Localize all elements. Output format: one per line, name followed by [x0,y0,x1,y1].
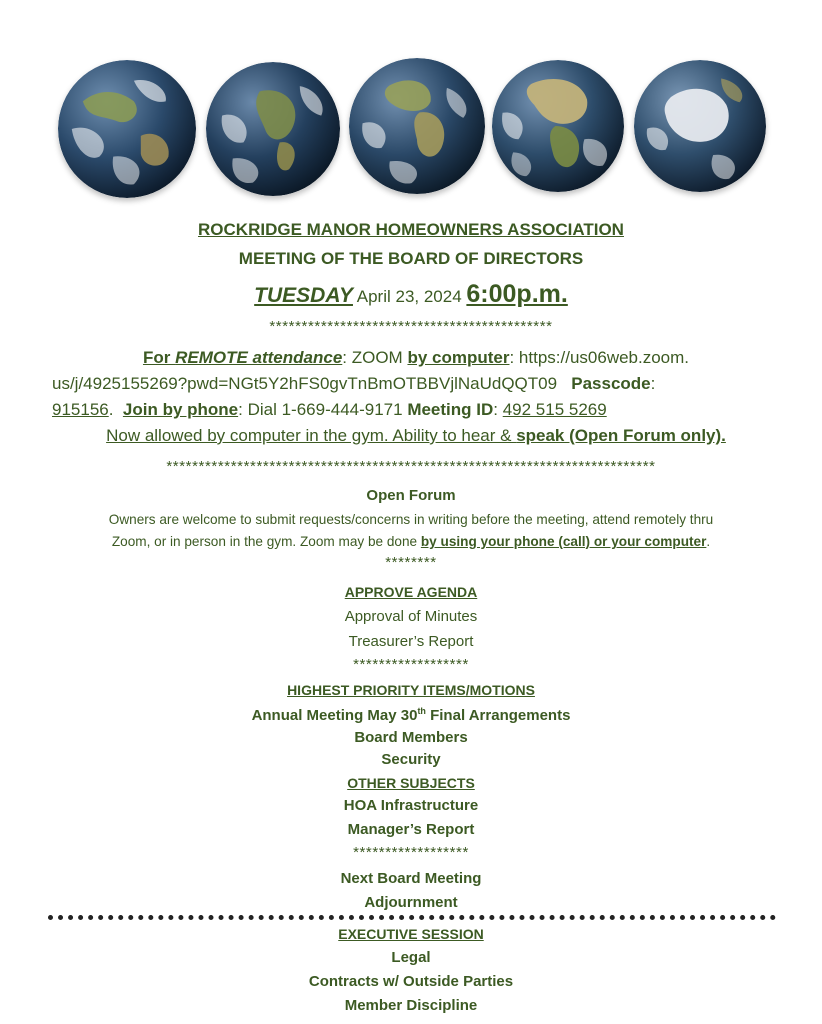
globe-image [58,60,196,198]
section-divider [48,915,776,920]
executive-item-legal: Legal [391,949,431,966]
agenda-item-treasurer: Treasurer’s Report [348,633,474,650]
phone-or-computer-text: by using your phone (call) or your computer [420,534,707,549]
zoom-text: : ZOOM [342,348,408,367]
next-board-meeting: Next Board Meeting [340,870,482,887]
meeting-id-value: 492 515 5269 [502,400,607,419]
executive-item-discipline: Member Discipline [344,997,478,1014]
zoom-url-part2[interactable]: us/j/4925155269?pwd=NGt5Y2hFS0gvTnBmOTBBVjlNaUdQQT09 [52,374,558,393]
other-subjects-heading: OTHER SUBJECTS [347,775,475,791]
meeting-title: MEETING OF THE BOARD OF DIRECTORS [238,249,584,268]
open-forum-line-2: Zoom, or in person in the gym. Zoom may be done by using your phone (call) or your computer. [111,534,711,549]
priority-item-annual-meeting: Annual Meeting May 30th Final Arrangements [251,706,571,724]
open-forum-line-1: Owners are welcome to submit requests/concerns in writing before the meeting, attend remotely thru [108,512,714,527]
globes-banner [52,54,774,204]
separator-stars: ****************** [353,656,469,673]
globe-image [492,60,624,192]
meeting-date-line [0,280,822,309]
separator-stars-long: **************************************************************************** [166,458,656,475]
meeting-id-label: Meeting ID [407,400,494,419]
passcode-value: 915156 [52,400,109,419]
remote-attendance-block [52,345,780,449]
meeting-time: 6:00p.m. [466,280,568,308]
now-allowed-text: Now allowed by computer in the gym. Ability to hear & [106,426,517,445]
meeting-day: TUESDAY [254,284,353,307]
remote-line-2: us/j/4925155269?pwd=NGt5Y2hFS0gvTnBmOTBBVjlNaUdQQT09 Passcode: [52,374,656,393]
agenda-item-minutes: Approval of Minutes [344,608,478,625]
globe-image [634,60,766,192]
approve-agenda-heading: APPROVE AGENDA [344,584,478,600]
other-item-infrastructure: HOA Infrastructure [343,797,479,814]
remote-label: For REMOTE attendance [142,348,343,367]
priority-item-security: Security [381,751,441,768]
remote-line-3: 915156. Join by phone: Dial 1-669-444-9171 Meeting ID: 492 515 5269 [52,400,607,419]
executive-session-heading: EXECUTIVE SESSION [338,926,484,942]
separator-stars: ******************************************** [269,318,553,335]
globe-image [349,58,485,194]
open-forum-heading: Open Forum [366,487,456,504]
speak-text: speak (Open Forum only). [516,426,726,445]
separator-stars: ****************** [353,844,469,861]
by-computer-label: by computer [407,348,510,367]
zoom-url-part1[interactable]: : https://us06web.zoom. [509,348,690,367]
remote-line-4 [52,423,780,449]
passcode-label: Passcode [571,374,651,393]
executive-item-contracts: Contracts w/ Outside Parties [308,973,514,990]
join-by-phone-label: Join by phone [122,400,239,419]
remote-line-1 [52,345,780,371]
separator-stars-short: ******** [385,554,437,571]
other-item-manager-report: Manager’s Report [347,821,475,838]
priority-item-board-members: Board Members [354,729,468,746]
globe-image [206,62,340,196]
association-title: ROCKRIDGE MANOR HOMEOWNERS ASSOCIATION [198,220,624,239]
dial-text: : Dial 1-669-444-9171 [238,400,408,419]
priority-heading: HIGHEST PRIORITY ITEMS/MOTIONS [287,682,535,698]
adjournment: Adjournment [364,894,458,911]
meeting-date: April 23, 2024 [352,287,467,306]
